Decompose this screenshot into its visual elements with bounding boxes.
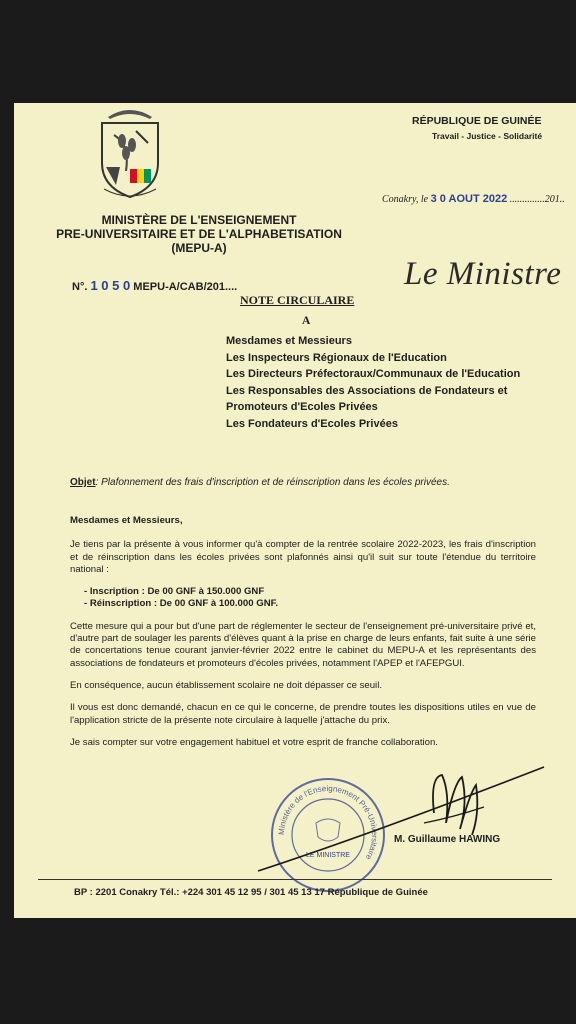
fee-item: - Inscription : De 00 GNF à 150.000 GNF (84, 586, 536, 598)
subject-text: : Plafonnement des frais d'inscription et de réinscription dans les écoles privées. (95, 477, 450, 488)
ministry-block (54, 213, 344, 255)
recipient-item: Les Responsables des Associations de Fondateurs et Promoteurs d'Ecoles Privées (226, 384, 508, 413)
document-page (14, 103, 576, 918)
paragraph: Je sais compter sur votre engagement habituel et votre esprit de franche collaboration. (70, 736, 438, 748)
recipients-list (226, 333, 546, 432)
subject-label: Objet (70, 477, 96, 488)
date-line (382, 193, 565, 205)
recipient-item: Les Directeurs Préfectoraux/Communaux de l'Education (226, 368, 521, 380)
ref-suffix: MEPU-A/CAB/201.... (133, 281, 238, 293)
paragraph: Cette mesure qui a pour but d'une part de réglementer le secteur de l'enseignement pré-universitaire privé et, d'autre part de soulager les parents d'élèves quant à la prise en charge de leurs enfants, fait suite à une série de concertations tenue courant janvier-février 2022 entre le cabinet du MEPU-A et les représentants des associations de fondateurs et promoteurs d'écoles privées, notamment l'APEP et l'AFEPGUI. (70, 620, 536, 669)
signatory-name: M. Guillaume HAWING (394, 834, 501, 845)
paragraph: Je tiens par la présente à vous informer qu'à compter de la rentrée scolaire 2022-2023, les frais d'inscription et de réinscription dans les écoles privées sont plafonnés ainsi qu'il suit sur toute l'étendue du territoire national : (70, 539, 536, 575)
republic-name: RÉPUBLIQUE DE GUINÉE (412, 115, 542, 127)
date-suffix: ..............201.. (509, 194, 565, 205)
ministry-line-3: (MEPU-A) (171, 241, 227, 255)
paragraph: En conséquence, aucun établissement scolaire ne doit dépasser ce seuil. (70, 679, 382, 691)
ministry-line-1: MINISTÈRE DE L'ENSEIGNEMENT (101, 213, 297, 227)
reference-number (72, 278, 237, 293)
fee-item: - Réinscription : De 00 GNF à 100.000 GNF. (84, 598, 536, 610)
ref-prefix: N°. (72, 281, 88, 293)
salutation: Mesdames et Messieurs, (70, 515, 183, 526)
date-prefix: Conakry, le (382, 194, 429, 205)
ministry-line-2: PRE-UNIVERSITAIRE ET DE L'ALPHABETISATION (56, 227, 342, 241)
recipient-item: Les Fondateurs d'Ecoles Privées (226, 417, 398, 430)
handwritten-signature (254, 763, 554, 873)
coat-of-arms-emblem (86, 105, 174, 203)
addressee-marker: A (302, 315, 311, 327)
national-motto: Travail - Justice - Solidarité (432, 131, 543, 141)
le-ministre-heading: Le Ministre (404, 256, 562, 292)
stamp-center-text: LE MINISTRE (306, 852, 350, 859)
stamp-ring-text: Ministère de l'Enseignement Pré-Universitaire (276, 783, 380, 862)
date-handwritten: 3 0 AOUT 2022 (430, 193, 508, 205)
fees-list (84, 586, 536, 611)
ref-number-handwritten: 1 0 5 0 (90, 278, 131, 293)
recipient-item: Les Inspecteurs Régionaux de l'Education (226, 351, 447, 364)
document-title: NOTE CIRCULAIRE (240, 293, 355, 307)
subject-line (70, 477, 450, 488)
footer-contact: BP : 2201 Conakry Tél.: +224 301 45 12 95 / 301 45 13 17 République de Guinée (74, 887, 428, 898)
paragraph: Il vous est donc demandé, chacun en ce qui le concerne, de prendre toutes les dispositions utiles en vue de l'application stricte de la présente note circulaire à laquelle j'attache du prix. (70, 702, 536, 726)
footer-divider (38, 879, 552, 880)
letter-body (70, 515, 536, 759)
recipient-item: Mesdames et Messieurs (226, 335, 352, 347)
